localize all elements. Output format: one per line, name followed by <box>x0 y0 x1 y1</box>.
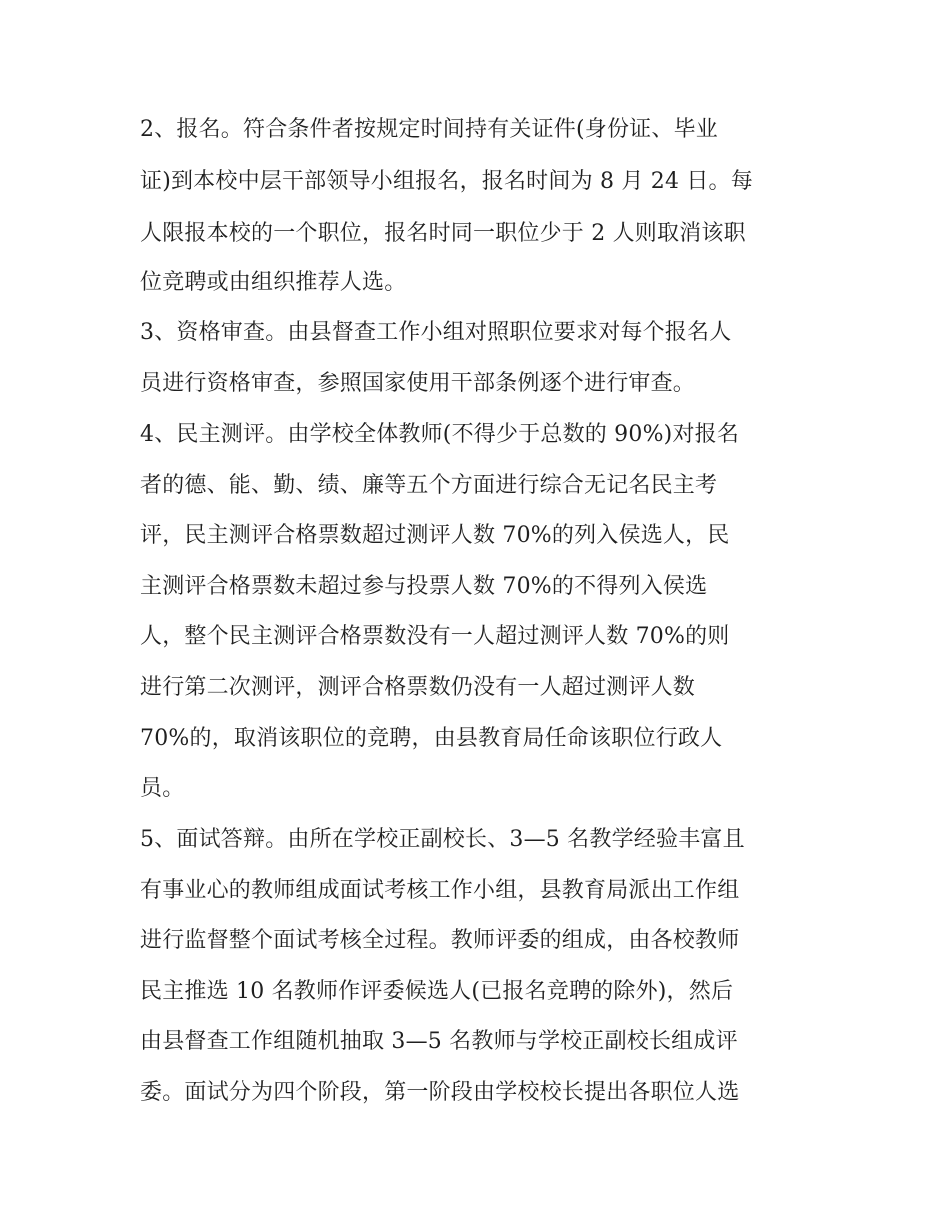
text-line: 由县督查工作组随机抽取 3—5 名教师与学校正副校长组成评 <box>140 1029 738 1054</box>
text-line: 员进行资格审查，参照国家使用干部条例逐个进行审查。 <box>140 371 696 396</box>
text-line: 评，民主测评合格票数超过测评人数 70%的列入侯选人，民 <box>140 523 730 548</box>
text-line: 进行第二次测评，测评合格票数仍没有一人超过测评人数 <box>140 675 696 700</box>
text-line: 4、民主测评。由学校全体教师(不得少于总数的 90%)对报名 <box>140 422 740 447</box>
text-line: 人，整个民主测评合格票数没有一人超过测评人数 70%的则 <box>140 624 730 649</box>
text-line: 位竞聘或由组织推荐人选。 <box>140 270 407 295</box>
text-line: 70%的，取消该职位的竞聘，由县教育局任命该职位行政人 <box>140 726 723 751</box>
text-line: 民主推选 10 名教师作评委候选人(已报名竞聘的除外)，然后 <box>140 979 734 1004</box>
text-line: 5、面试答辩。由所在学校正副校长、3—5 名教学经验丰富且 <box>140 827 745 852</box>
text-line: 进行监督整个面试考核全过程。教师评委的组成，由各校教师 <box>140 928 740 953</box>
text-line: 证)到本校中层干部领导小组报名，报名时间为 8 月 24 日。每 <box>140 169 753 194</box>
text-line: 委。面试分为四个阶段，第一阶段由学校校长提出各职位人选 <box>140 1080 740 1105</box>
text-line: 员。 <box>140 776 185 801</box>
text-line: 2、报名。符合条件者按规定时间持有关证件(身份证、毕业 <box>140 117 718 142</box>
text-line: 3、资格审查。由县督查工作小组对照职位要求对每个报名人 <box>140 320 732 345</box>
text-line: 者的德、能、勤、绩、廉等五个方面进行综合无记名民主考 <box>140 473 718 498</box>
text-line: 有事业心的教师组成面试考核工作小组，县教育局派出工作组 <box>140 878 740 903</box>
text-line: 人限报本校的一个职位，报名时同一职位少于 2 人则取消该职 <box>140 221 746 246</box>
text-line: 主测评合格票数未超过参与投票人数 70%的不得列入侯选 <box>140 574 708 599</box>
